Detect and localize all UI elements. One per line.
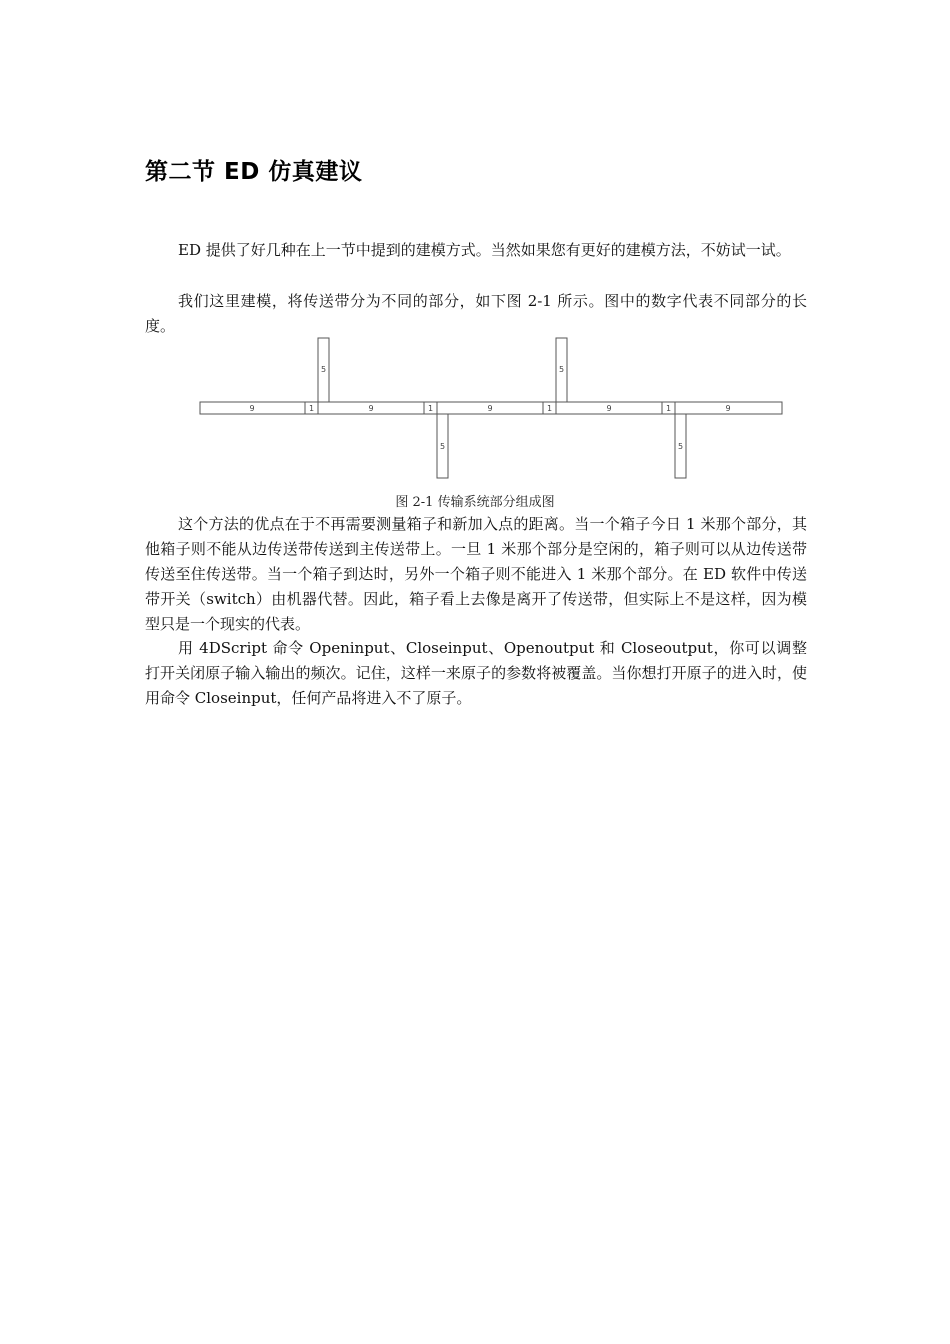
main-label-1: 9: [249, 404, 255, 413]
paragraph-4dscript: 用 4DScript 命令 Openinput、Closeinput、Openoutput 和 Closeoutput，你可以调整打开关闭原子输入输出的频次。记住，这样一来原子的参数将被覆盖。当你想打开原子的进入时，使用命令 Closeinput，任何产品将进入不了原子。: [145, 639, 807, 707]
main-label-3: 9: [368, 404, 374, 413]
main-label-8: 1: [665, 404, 672, 413]
branch-label-1: 5: [320, 365, 327, 374]
branch-label-4: 5: [677, 442, 684, 451]
main-label-7: 9: [606, 404, 612, 413]
main-label-9: 9: [725, 404, 731, 413]
section-title: 第二节 ED 仿真建议: [145, 159, 363, 185]
main-label-5: 9: [487, 404, 493, 413]
paragraph-modeling: 我们这里建模，将传送带分为不同的部分，如下图 2-1 所示。图中的数字代表不同部分的长度。: [145, 292, 807, 335]
branch-label-3: 5: [558, 365, 565, 374]
figure-caption: 图 2-1 传输系统部分组成图: [395, 495, 555, 510]
paragraph-intro: ED 提供了好几种在上一节中提到的建模方式。当然如果您有更好的建模方法，不妨试一试。: [178, 241, 791, 259]
branch-label-2: 5: [439, 442, 446, 451]
conveyor-diagram: [199, 337, 784, 480]
main-label-6: 1: [546, 404, 553, 413]
main-label-2: 1: [308, 404, 315, 413]
main-label-4: 1: [427, 404, 434, 413]
paragraph-advantage: 这个方法的优点在于不再需要测量箱子和新加入点的距离。当一个箱子今日 1 米那个部分，其他箱子则不能从边传送带传送到主传送带上。一旦 1 米那个部分是空闲的，箱子则可以从边传送带传送至住传送带。当一个箱子到达时，另外一个箱子则不能进入 1 米那个部分。在 ED 软件中传送带开关（switch）由机器代替。因此，箱子看上去像是离开了传送带，但实际上不是这样，因为模型只是一个现实的代表。: [145, 515, 807, 633]
